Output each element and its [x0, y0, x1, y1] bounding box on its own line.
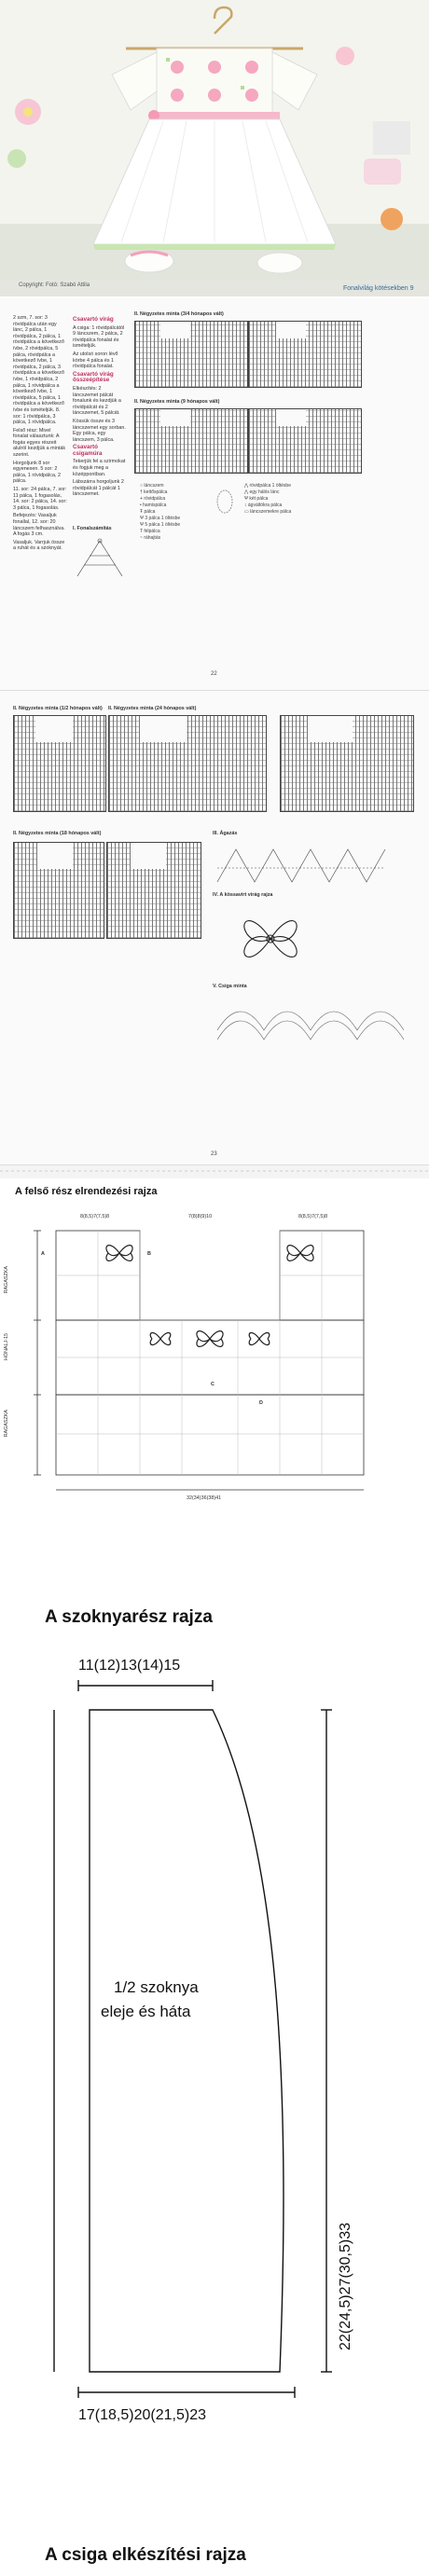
legend-item: † kettőspálca [140, 489, 168, 495]
chart-minta-b-left [134, 408, 248, 474]
layout-title: A felső rész elrendezési rajza [15, 1186, 158, 1197]
chart-minta-a-left [134, 321, 248, 388]
paragraph: Elkészítés: 2 láncszemet pálcát fonalunk és kezdjük a rövidpálcát és 2 láncszemet, 5 pálcát. [73, 385, 121, 417]
legend-item: ▭ láncszemekre pálca [244, 509, 292, 515]
side-label: HÓNALJ-15 [4, 1333, 9, 1361]
skirt-diagram-page [0, 1570, 429, 2576]
legend-item: • hamispálca [140, 503, 167, 508]
paragraph: A csiga: 1 rövidpálcától 9 láncszem, 2 pálca, 2 rövidpálca fonalat és ismételjük. [73, 324, 125, 350]
letter-label: A [41, 1251, 45, 1257]
csiga-title: V. Csiga minta [213, 984, 247, 989]
section-title: Csavartó virág összeépítése [73, 370, 114, 384]
side-label: RAGASZKA [4, 1410, 9, 1438]
paragraph: 2 szm, 7. sor: 3 rövidpálca után egy lánc, 2 pálca, 1 rövidpálca, 2 pálca, 1 rövidpálca a következő ívbe, 2 rövidpálca, 5 pálca, rövidpálca a következő ívbe, 1 rövidpálca, 2 pálca, 3 rövidpálca a következő ívbe, 1 rövidpálca, 2 pálca, 1 rövidpálca a következő ívbe, 1 rövidpálca, 5 pálca, 1 rövidpálca a következő ívbe és ismételjük. 8. sor: 1 rövidpálca, 3 pálca, 1 rövidpálca. [13, 315, 64, 426]
paragraph: 11. sor: 24 pálca, 7. sor: 11 pálca, 1 fogasolás, 14. sor: 2 pálca, 14. sor: 3 pálca, 1 fogasolás. [13, 487, 67, 511]
ring-symbol-icon [211, 483, 239, 520]
letter-label: C [211, 1382, 214, 1387]
skirt-title: A szoknyarész rajza [45, 1607, 213, 1627]
symbol-legend-2 [244, 483, 347, 516]
legend-item: Ŧ pálca [140, 509, 156, 515]
paragraph: Kössük össze és 3 láncszemet egy sorban. Egy pálca, egy láncszem, 3 pálca. [73, 418, 126, 443]
legend-item: + rövidpálca [140, 496, 166, 502]
flower-diagram [233, 902, 308, 976]
layout-diagram-page [0, 1165, 429, 1569]
photo-caption: Copyright: Fotó: Szabó Attila [19, 282, 90, 288]
csiga-diagram [213, 993, 408, 1049]
paragraph: Lábszárra horgoljunk 2 rövidpálcát 1 pálcát 1 láncszemet. [73, 479, 124, 498]
instructions-page-1 [0, 298, 429, 691]
minta-b-title: II. Négyzetes minta (9 hónapos vált) [134, 399, 220, 405]
minta-18-title: II. Négyzetes minta (18 hónapos vált) [13, 831, 102, 836]
measurement-top-right: 8(8,5)7(7,5)8 [298, 1214, 328, 1219]
photo-brand: Fonalvilág kötésekben 9 [343, 285, 414, 292]
paragraph: Vasaljuk. Varrjuk össze a ruhát és a szoknyát. [13, 539, 65, 552]
page-number: 23 [211, 1151, 217, 1157]
next-section-title: A csiga elkészítési rajza [45, 2545, 246, 2565]
skirt-center-label-2: eleje és háta [101, 2003, 191, 2020]
legend-item: ⋀ rövidpálca 1 öltésbe [244, 483, 291, 489]
fonal-diagram-title: I. Fonalszámítás [73, 526, 112, 531]
skirt-shape-diagram [0, 1570, 429, 2576]
agazat-diagram [213, 840, 399, 889]
text-column-1 [13, 315, 67, 554]
fonal-diagram [73, 535, 127, 582]
paragraph: Felső rész: Mivel fonalat választunk: A fogás egyes részeit alulról kezdjük a minták szerint. [13, 427, 66, 459]
measurement-top-middle: 7(8)8(9)10 [188, 1214, 213, 1219]
paragraph: Befejezés: Vasaljuk fonallal, 12. sor: 20 láncszem felhasználva. A fogás 3 cm. [13, 513, 65, 538]
measurement-top: 11(12)13(14)15 [78, 1658, 181, 1674]
legend-item: Ѱ 3 pálca 1 öltésbe [140, 516, 181, 521]
paragraph: Az utolsó soron lévő körbe 4 pálca és 1 rövidpálca fonalat. [73, 351, 118, 370]
letter-label: B [147, 1251, 151, 1257]
legend-item: ⋀ egy hálós lánc [244, 489, 280, 495]
text-column-2 [73, 315, 127, 500]
skirt-center-label-1: 1/2 szoknya [114, 1978, 199, 1996]
minta-24-title: II. Négyzetes minta (24 hónapos vált) [108, 706, 197, 711]
paragraph: Tekerjük fel a szirmokat és fogjuk meg a középpontban. [73, 459, 126, 477]
layout-diagram [19, 1221, 410, 1501]
letter-label: D [259, 1400, 263, 1406]
product-photo [0, 0, 429, 296]
legend-item: ○ láncszem [140, 483, 164, 489]
measurement-bottom: 32(34)36(38)41 [187, 1495, 222, 1501]
legend-item: ↕ ágváltókra pálca [244, 503, 283, 508]
legend-item: T félpálca [140, 529, 160, 534]
measurement-bottom: 17(18,5)20(21,5)23 [78, 2407, 206, 2423]
legend-item: Ѱ 5 pálca 1 öltésbe [140, 522, 181, 528]
measurement-side: 22(24,5)27(30,5)33 [338, 2223, 353, 2350]
dress-photo-illustration [0, 0, 429, 280]
section-title: Csavartó virág [73, 316, 114, 323]
chart-minta-24 [108, 715, 267, 812]
agazat-title: III. Ágazás [213, 831, 238, 836]
side-label: RAGASZKA [4, 1266, 9, 1294]
minta-a-title: II. Négyzetes minta (3/4 hónapos vált) [134, 311, 224, 317]
measurement-top-left: 8(8,5)7(7,5)8 [80, 1214, 110, 1219]
legend-item: ~ ráhajtás [140, 535, 161, 541]
virag-title: IV. A kössavirt virág rajza [213, 892, 273, 898]
paragraph: Horgoljunk 8 sor egyenesen. 5 sor: 2 pálca, 1 rövidpálca, 2 pálca. [13, 460, 61, 485]
section-title: Csavartó csigamúra [73, 444, 103, 457]
minta-12-title: II. Négyzetes minta (1/2 hónapos vált) [13, 706, 103, 711]
instructions-page-2 [0, 691, 429, 1165]
page-number: 22 [211, 671, 217, 677]
legend-item: Ѱ két pálca [244, 496, 269, 502]
